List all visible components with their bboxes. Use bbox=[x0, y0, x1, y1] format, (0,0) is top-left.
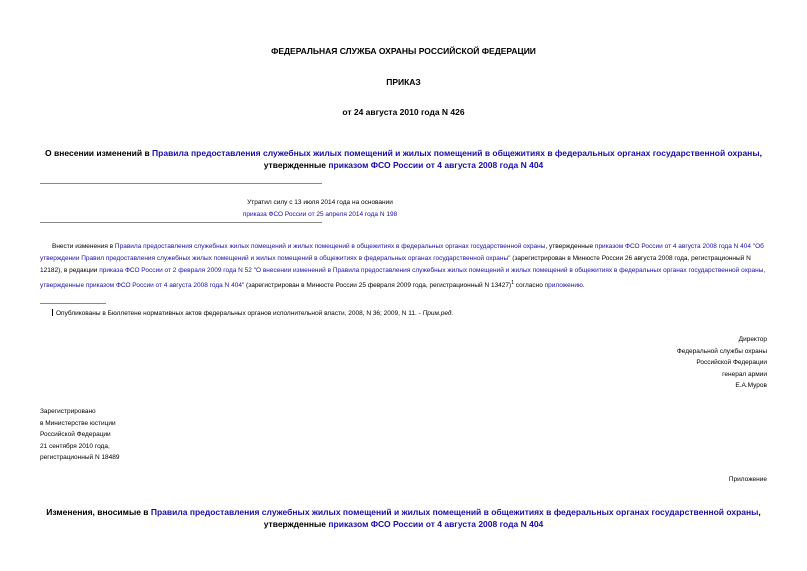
para-text: (зарегистрирован в Минюсте России 26 августа 2008 года, регистрационный N 12182), в редакции bbox=[40, 255, 751, 274]
order-404-link[interactable]: приказом ФСО России от 4 августа 2008 года N 404 bbox=[594, 243, 751, 250]
appendix-label: Приложение bbox=[728, 476, 767, 483]
order-198-link[interactable]: приказа ФСО России от 25 апреля 2014 года N 198 bbox=[242, 211, 398, 218]
footnote-text: Опубликованы в Бюллетене нормативных актов федеральных органов исполнительной власти, 2008, N 36; 2009, N 11. - bbox=[56, 310, 423, 317]
signature-block bbox=[567, 334, 767, 392]
signature-name: Е.А.Муров bbox=[735, 382, 767, 389]
agency-heading: ФЕДЕРАЛЬНАЯ СЛУЖБА ОХРАНЫ РОССИЙСКОЙ ФЕДЕРАЦИИ bbox=[271, 46, 536, 56]
appendix-middle: , утвержденные bbox=[263, 507, 761, 529]
para-text: , утвержденные bbox=[545, 243, 595, 250]
footnote-marker bbox=[52, 309, 53, 316]
rules-link[interactable]: Правила предоставления служебных жилых помещений и жилых помещений в общежитиях в федеральных органах государственной охраны bbox=[150, 507, 759, 517]
para-text: Внести изменения в bbox=[52, 243, 115, 250]
rules-link[interactable]: Правила предоставления служебных жилых помещений и жилых помещений в общежитиях в федеральных органах государственной охраны bbox=[114, 243, 546, 250]
subject-middle: , утвержденные bbox=[263, 148, 762, 170]
para-text: согласно bbox=[513, 282, 545, 290]
appendix-link[interactable]: приложению bbox=[544, 282, 583, 290]
order-404-link[interactable]: приказом ФСО России от 4 августа 2008 года N 404 bbox=[328, 160, 544, 170]
footnote-separator bbox=[40, 303, 106, 304]
footnote-ref: 1 bbox=[511, 280, 514, 286]
registration-line: в Министерстве юстиции bbox=[40, 419, 116, 427]
document-date-number: от 24 августа 2010 года N 426 bbox=[342, 107, 465, 117]
para-text: (зарегистрирован в Минюсте России 25 февраля 2009 года, регистрационный N 13427) bbox=[244, 282, 512, 290]
signature-title: Директор bbox=[738, 336, 767, 343]
signature-org: Федеральной службы охраны bbox=[676, 347, 767, 355]
subject-prefix: О внесении изменений в bbox=[45, 148, 153, 158]
repeal-status bbox=[40, 197, 600, 221]
order-404-link[interactable]: приказом ФСО России от 4 августа 2008 года N 404 bbox=[328, 519, 544, 529]
repeal-status-text: Утратил силу с 13 июля 2014 года на основании bbox=[247, 199, 393, 206]
rules-link[interactable]: Правила предоставления служебных жилых помещений и жилых помещений в общежитиях в федеральных органах государственной охраны bbox=[152, 148, 760, 158]
document-subject bbox=[40, 147, 767, 171]
appendix-heading bbox=[40, 506, 767, 530]
signature-rank: генерал армии bbox=[722, 370, 767, 378]
signature-country: Российской Федерации bbox=[696, 359, 767, 366]
registration-line: регистрационный N 18489 bbox=[40, 454, 120, 461]
separator-line bbox=[40, 222, 322, 223]
registration-line: Российской Федерации bbox=[40, 431, 111, 438]
order-52-link[interactable]: приказа ФСО России от 2 февраля 2009 года N 52 "О внесении изменений в Правила предоставления служебных жилых помещений и жилых помещений в общежитиях в федеральных органах государственной охраны, утвержденные приказом ФСО России от 4 августа 2008 года N 404" bbox=[40, 267, 766, 290]
main-paragraph bbox=[40, 241, 770, 292]
registration-block bbox=[40, 406, 240, 464]
separator-line bbox=[40, 183, 322, 184]
registration-line: Зарегистрировано bbox=[40, 408, 96, 415]
footnote-note: Прим.ред. bbox=[422, 310, 454, 317]
para-text: . bbox=[582, 282, 585, 290]
order-404-title-link[interactable]: "Об утверждении Правил предоставления служебных жилых помещений и жилых помещений в общежитиях в федеральных органах государственной охраны" bbox=[40, 243, 764, 262]
appendix-prefix: Изменения, вносимые в bbox=[46, 507, 151, 517]
footnote bbox=[52, 309, 772, 317]
registration-line: 21 сентября 2010 года, bbox=[40, 442, 110, 450]
document-type-heading: ПРИКАЗ bbox=[386, 77, 421, 87]
